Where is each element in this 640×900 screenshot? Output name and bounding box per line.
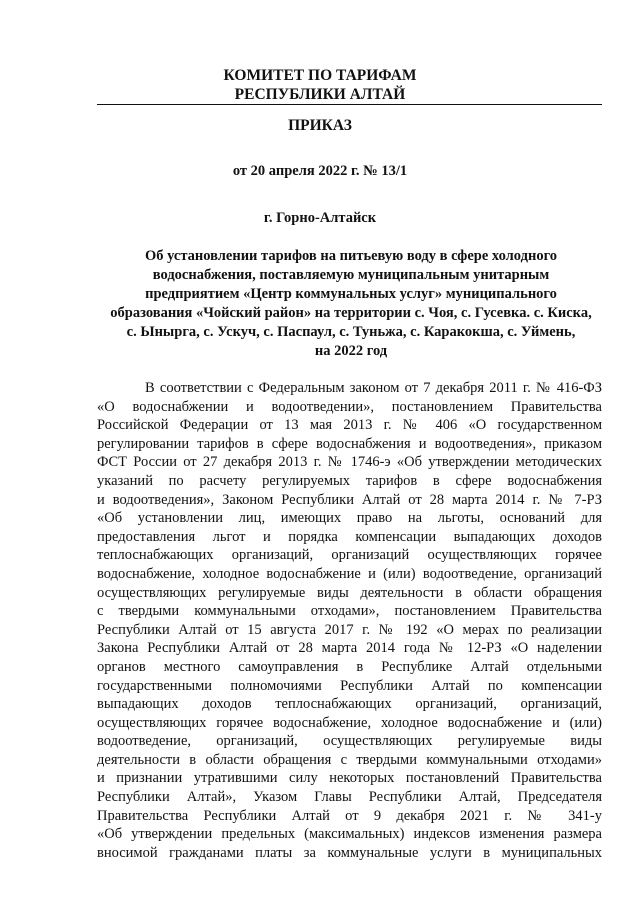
body-line: вносимой гражданами платы за коммунальные услуги в муниципальных	[97, 844, 602, 861]
committee-name-line1: КОМИТЕТ ПО ТАРИФАМ	[223, 67, 417, 84]
body-line: Республики Алтай», Указом Главы Республики Алтай, Председателя	[97, 789, 602, 806]
document-city: г. Горно-Алтайск	[263, 210, 377, 226]
document-date-number: от 20 апреля 2022 г. № 13/1	[232, 163, 408, 179]
body-line: «Об утверждении предельных (максимальных) индексов изменения размера	[97, 826, 602, 843]
body-line: В соответствии с Федеральным законом от 7 декабря 2011 г. № 416-ФЗ	[145, 380, 602, 396]
body-line: осуществляющих горячее водоснабжение, холодное водоснабжение и (или)	[97, 714, 602, 731]
document-subject	[96, 247, 606, 361]
committee-name-line2: РЕСПУБЛИКИ АЛТАЙ	[234, 86, 406, 103]
body-line: теплоснабжающих организаций, организаций осуществляющих горячее	[97, 547, 602, 564]
body-line: «Об установлении лиц, имеющих право на льготы, оснований для	[97, 510, 602, 527]
body-line: осуществляющих регулируемые виды деятельности в области обращения	[97, 584, 602, 601]
body-line: государственными полномочиями Республики Алтай по компенсации	[97, 677, 602, 694]
body-line: выпадающих доходов теплоснабжающих организаций, организаций,	[97, 696, 602, 713]
body-line: ФСТ России от 27 декабря 2013 г. № 1746-э «Об утверждении методических	[97, 454, 602, 471]
body-line: водоснабжение, холодное водоснабжение и (или) водоотведение, организаций	[97, 565, 602, 582]
subject-line: водоснабжения, поставляемую муниципальным унитарным	[152, 267, 550, 283]
body-line: с твердыми коммунальными отходами», постановлением Правительства	[97, 603, 602, 620]
subject-line: с. Ынырга, с. Ускуч, с. Паспаул, с. Туньжа, с. Каракокша, с. Уймень,	[126, 324, 576, 340]
body-line: Республики Алтай от 15 августа 2017 г. № 192 «О мерах по реализации	[97, 621, 602, 638]
document-body	[97, 379, 602, 862]
subject-line: предприятием «Центр коммунальных услуг» муниципального	[145, 286, 557, 302]
document-type: ПРИКАЗ	[288, 117, 352, 134]
body-line: и признании утратившими силу некоторых постановлений Правительства	[97, 770, 602, 787]
body-line: деятельности в области обращения с твердыми коммунальными отходами»	[97, 751, 602, 768]
body-line: Закона Республики Алтай от 28 марта 2014 года № 12-РЗ «О наделении	[97, 640, 602, 657]
body-line: Российской Федерации от 13 мая 2013 г. № 406 «О государственном	[97, 417, 602, 434]
header-divider	[97, 104, 602, 105]
subject-line: на 2022 год	[314, 343, 388, 359]
body-line: указаний по расчету регулируемых тарифов в сфере водоснабжения	[97, 472, 602, 489]
body-line: органов местного самоуправления в Республике Алтай отдельными	[97, 658, 602, 675]
body-line: Правительства Республики Алтай от 9 декабря 2021 г. № 341-у	[97, 807, 602, 824]
subject-line: образования «Чойский район» на территории с. Чоя, с. Гусевка. с. Киска,	[110, 305, 592, 321]
body-line: «О водоснабжении и водоотведении», постановлением Правительства	[97, 398, 602, 415]
body-line: регулировании тарифов в сфере водоснабжения и водоотведения», приказом	[97, 435, 602, 452]
subject-line: Об установлении тарифов на питьевую воду в сфере холодного	[144, 248, 558, 264]
body-line: предоставления льгот и порядка компенсации выпадающих доходов	[97, 528, 602, 545]
body-line: и водоотведения», Законом Республики Алтай от 28 марта 2014 г. № 7-РЗ	[97, 491, 602, 508]
body-line: водоотведение, организаций, осуществляющих регулируемые виды	[97, 733, 602, 750]
